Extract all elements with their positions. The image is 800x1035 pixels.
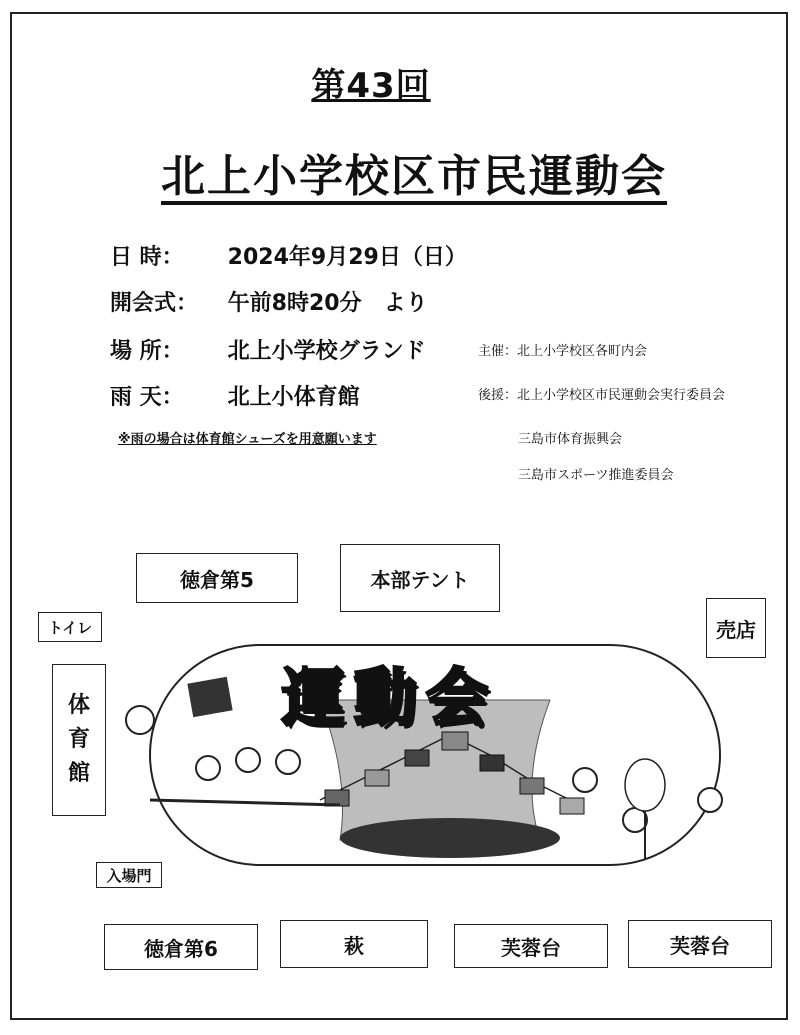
- gym-label: [52, 664, 106, 816]
- opening-label: 開会式：: [110, 291, 199, 316]
- venue-label: 場 所：: [110, 339, 184, 364]
- stage-shadow: [340, 818, 560, 858]
- entrance-gate-label: 入場門: [96, 862, 162, 888]
- child-head-3: [236, 748, 260, 772]
- datetime-row: [110, 240, 467, 271]
- venue-value: 北上小学校グランド: [227, 339, 426, 364]
- tokura5-tent: 徳倉第5: [136, 553, 298, 603]
- flag-7: [560, 798, 584, 814]
- tokura6-tent: 徳倉第6: [104, 924, 258, 970]
- child-head-1: [126, 706, 154, 734]
- flag-3: [405, 750, 429, 766]
- hagi-tent: 萩: [280, 920, 428, 968]
- gym-char-1: 体: [67, 693, 90, 718]
- child-head-2: [196, 756, 220, 780]
- support-text-1: 後援：北上小学校区市民運動会実行委員会: [478, 388, 726, 403]
- venue-row: [110, 334, 426, 365]
- organizer-text: 主催：北上小学校区各町内会: [478, 344, 648, 359]
- held-flag: [187, 677, 232, 717]
- gym-char-3: 館: [67, 761, 90, 786]
- gym-char-2: 育: [67, 727, 90, 752]
- sports-day-banner: 運動会: [282, 661, 499, 734]
- shop-label: 売店: [706, 598, 766, 658]
- rain-note: ※雨の場合は体育館シューズを用意願います: [118, 432, 377, 447]
- rain-label: 雨 天：: [110, 385, 184, 410]
- fuyodai-tent-1: 芙蓉台: [454, 924, 608, 968]
- event-title: 北上小学校区市民運動会: [161, 151, 667, 202]
- ball-basket: [625, 759, 665, 811]
- hq-tent: 本部テント: [340, 544, 500, 612]
- toilet-label: トイレ: [38, 612, 102, 642]
- opening-row: [110, 286, 428, 317]
- rain-row: [110, 380, 360, 411]
- child-head-4: [276, 750, 300, 774]
- datetime-label: 日 時：: [110, 245, 184, 270]
- opening-value: 午前8時20分 より: [227, 291, 428, 316]
- support-text-2: 三島市体育振興会: [518, 432, 623, 447]
- rain-value: 北上小体育館: [227, 385, 360, 410]
- edition-heading: 第43回: [311, 66, 431, 106]
- child-head-5: [573, 768, 597, 792]
- support-text-3: 三島市スポーツ推進委員会: [518, 468, 674, 483]
- fuyodai-tent-2: 芙蓉台: [628, 920, 772, 968]
- flag-6: [520, 778, 544, 794]
- child-head-7: [698, 788, 722, 812]
- flag-2: [365, 770, 389, 786]
- datetime-value: 2024年9月29日（日）: [227, 245, 467, 270]
- flag-5: [480, 755, 504, 771]
